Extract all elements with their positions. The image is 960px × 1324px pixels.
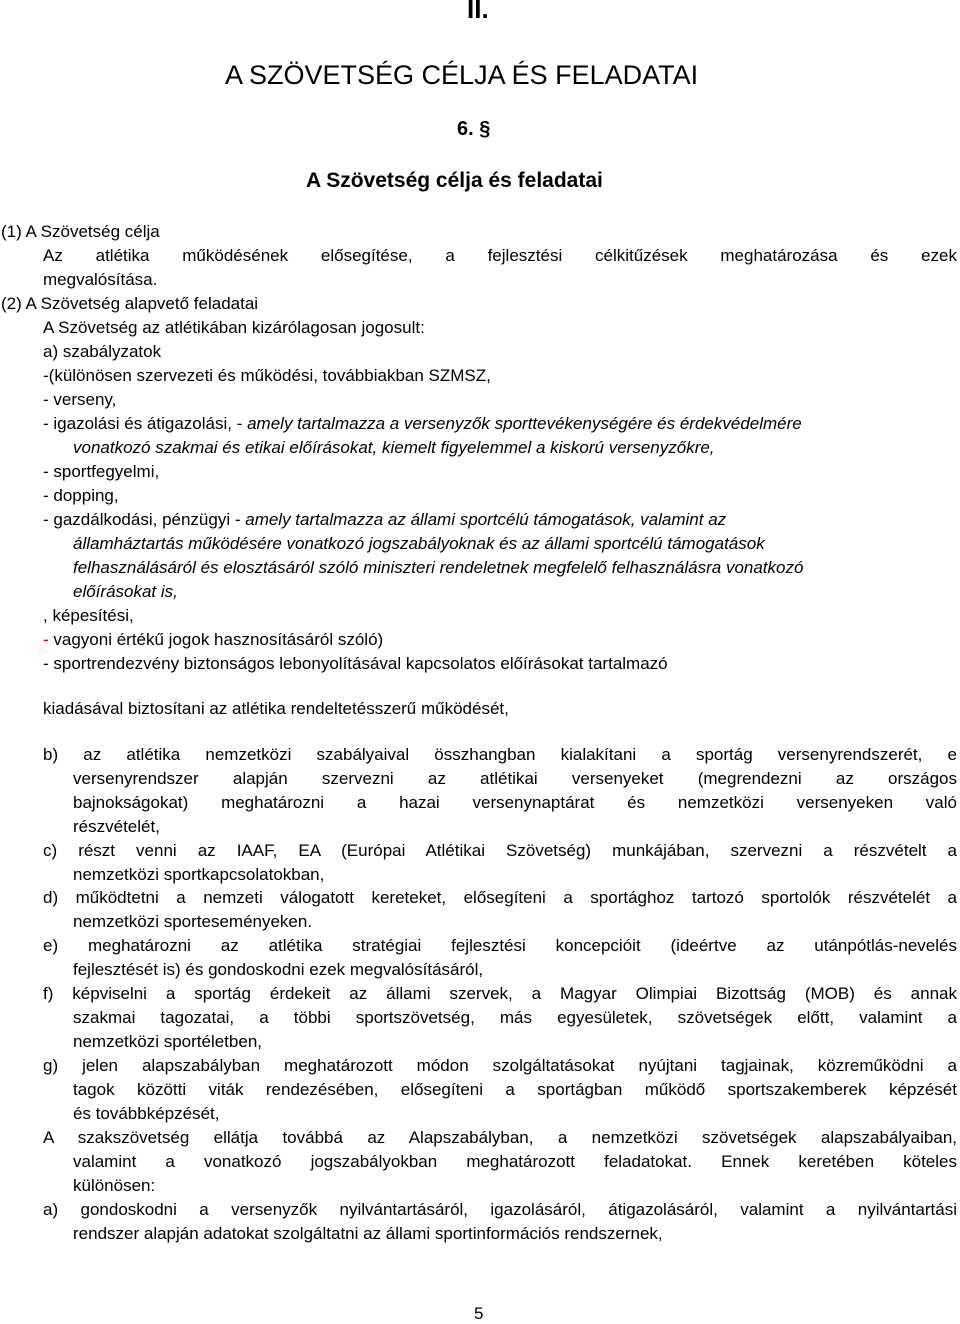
- line-text: - gazdálkodási, pénzügyi -: [43, 510, 246, 529]
- paragraph-2-line: felhasználásáról és elosztásáról szóló miniszteri rendeletnek megfelelő felhasználásra vonatkozó: [73, 558, 804, 577]
- paragraph-2-line: - verseny,: [43, 390, 117, 409]
- line-text: vagyoni értékű jogok hasznosításáról szóló): [53, 630, 384, 649]
- paragraph-1-line: Az atlétika működésének elősegítése, a fejlesztési célkitűzések meghatározása és ezek: [43, 246, 957, 265]
- item-g-line: tagok közötti viták rendezésében, elősegíteni a sportágban működő sportszakemberek képzését: [73, 1080, 957, 1099]
- duty-a-line: rendszer alapján adatokat szolgáltatni az állami sportinformációs rendszernek,: [73, 1224, 663, 1243]
- paragraph-2-line: -(különösen szervezeti és működési, továbbiakban SZMSZ,: [43, 366, 491, 385]
- red-dash: -: [43, 630, 54, 649]
- item-f-line: szakmai tagozatai, a többi sportszövetség, más egyesületek, szövetségek előtt, valamint a: [73, 1008, 957, 1027]
- item-e-line: fejlesztését is) és gondoskodni ezek megvalósításáról,: [73, 960, 484, 979]
- paragraph-2-line: előírásokat is,: [73, 582, 178, 601]
- item-c-line: nemzetközi sportkapcsolatokban,: [73, 865, 325, 884]
- duties-intro-line: valamint a vonatkozó jogszabályokban meghatározott feladatokat. Ennek keretében köteles: [73, 1152, 957, 1171]
- paragraph-2-line: A Szövetség az atlétikában kizárólagosan jogosult:: [43, 318, 425, 337]
- item-d-line: d) működtetni a nemzeti válogatott kereteket, elősegíteni a sportághoz tartozó sportolók részvételét a: [43, 888, 957, 907]
- paragraph-2-line: - sportrendezvény biztonságos lebonyolításával kapcsolatos előírásokat tartalmazó: [43, 654, 668, 673]
- duties-intro-line: különösen:: [73, 1176, 156, 1195]
- duty-a-line: a) gondoskodni a versenyzők nyilvántartásáról, igazolásáról, átigazolásáról, valamint a nyilvántartási: [43, 1200, 957, 1219]
- chapter-title: A SZÖVETSÉG CÉLJA ÉS FELADATAI: [225, 60, 699, 90]
- item-c-line: c) részt venni az IAAF, EA (Európai Atlétikai Szövetség) munkájában, szervezni a részvételt a: [43, 841, 957, 860]
- paragraph-2-line: - dopping,: [43, 486, 119, 505]
- paragraph-2-line: [43, 628, 383, 652]
- item-f-line: f) képviselni a sportág érdekeit az állami szervek, a Magyar Olimpiai Bizottság (MOB) és annak: [43, 984, 957, 1003]
- page-number: 5: [474, 1304, 484, 1323]
- item-b-line: versenyrendszer alapján szervezni az atlétikai versenyeket (megrendezni az országos: [73, 769, 957, 788]
- paragraph-2-line: államháztartás működésére vonatkozó jogszabályoknak és az állami sportcélú támogatások: [73, 534, 765, 553]
- paragraph-1-heading: (1) A Szövetség célja: [1, 222, 160, 241]
- paragraph-2-heading: (2) A Szövetség alapvető feladatai: [1, 294, 259, 313]
- paragraph-2-line: kiadásával biztosítani az atlétika rendeltetésszerű működését,: [43, 699, 509, 718]
- paragraph-2-line: , képesítési,: [43, 606, 134, 625]
- item-g-line: és továbbképzését,: [73, 1104, 220, 1123]
- line-text: - igazolási és átigazolási, -: [43, 414, 248, 433]
- item-f-line: nemzetközi sportéletben,: [73, 1032, 262, 1051]
- section-title: A Szövetség célja és feladatai: [306, 169, 603, 192]
- duties-intro-line: A szakszövetség ellátja továbbá az Alapszabályban, a nemzetközi szövetségek alapszabályaiban,: [43, 1128, 957, 1147]
- paragraph-2-line: [43, 508, 726, 532]
- item-d-line: nemzetközi sporteseményeken.: [73, 912, 313, 931]
- paragraph-1-line: megvalósítása.: [43, 270, 158, 289]
- section-number: 6. §: [457, 118, 491, 140]
- paragraph-2-line: [43, 412, 802, 436]
- part-roman-numeral: II.: [467, 0, 489, 24]
- item-e-line: e) meghatározni az atlétika stratégiai fejlesztési koncepcióit (ideértve az utánpótlás-nevelés: [43, 936, 957, 955]
- item-b-line: bajnokságokat) meghatározni a hazai versenynaptárat és nemzetközi versenyeken való: [73, 793, 957, 812]
- item-g-line: g) jelen alapszabályban meghatározott módon szolgáltatásokat nyújtani tagjainak, közreműködni a: [43, 1056, 957, 1075]
- line-text-italic: amely tartalmazza az állami sportcélú támogatások, valamint az: [245, 510, 727, 529]
- line-text-italic: amely tartalmazza a versenyzők sporttevékenységére és érdekvédelmére: [247, 414, 802, 433]
- paragraph-2-line: - sportfegyelmi,: [43, 462, 160, 481]
- item-b-line: részvételét,: [73, 817, 160, 836]
- paragraph-2-line: a) szabályzatok: [43, 342, 162, 361]
- paragraph-2-line: vonatkozó szakmai és etikai előírásokat, kiemelt figyelemmel a kiskorú versenyzőkre,: [73, 438, 715, 457]
- item-b-line: b) az atlétika nemzetközi szabályaival összhangban kialakítani a sportág versenyrendszerét, e: [43, 745, 957, 764]
